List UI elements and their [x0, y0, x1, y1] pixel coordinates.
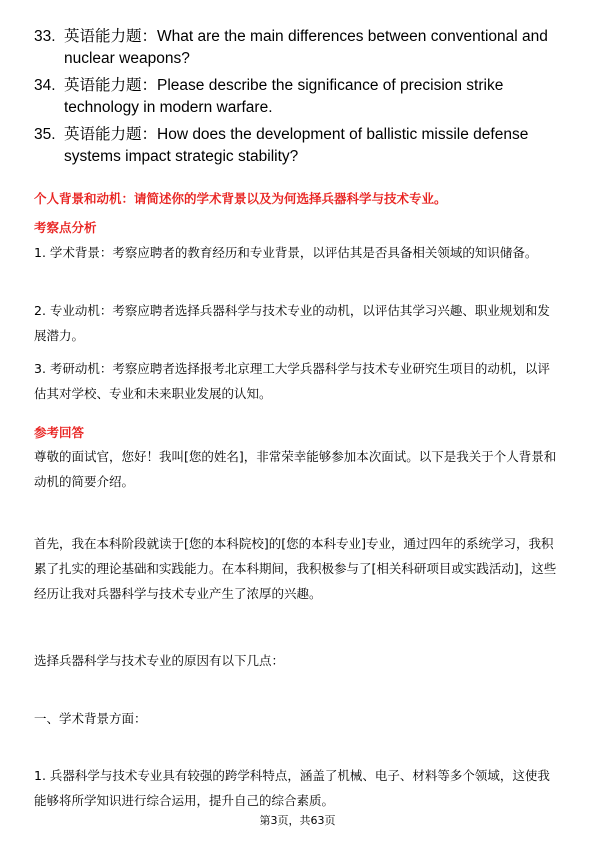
- question-number: 35.: [34, 126, 56, 143]
- answer-title: 参考回答: [34, 425, 85, 440]
- answer-paragraph: 一、学术背景方面：: [34, 711, 147, 726]
- analysis-point: 2. 专业动机：考察应聘者选择兵器科学与技术专业的动机，以评估其学习兴趣、职业规划和发展潜力。: [34, 303, 550, 343]
- analysis-title: 考察点分析: [34, 220, 97, 235]
- answer-paragraph: 首先，我在本科阶段就读于[您的本科院校]的[您的本科专业]专业，通过四年的系统学习，我积累了扎实的理论基础和实践能力。在本科期间，我积极参与了[相关科研项目或实践活动]，这些经历让我对兵器科学与技术专业产生了浓厚的兴趣。: [34, 536, 557, 601]
- answer-paragraph: 尊敬的面试官，您好！我叫[您的姓名]，非常荣幸能够参加本次面试。以下是我关于个人背景和动机的简要介绍。: [34, 449, 557, 489]
- question-item: [34, 26, 564, 70]
- question-item: [34, 124, 564, 168]
- question-number: 33.: [34, 28, 56, 45]
- question-text: 英语能力题：What are the main differences between conventional and nuclear weapons?: [64, 28, 548, 67]
- page-footer: 第3页，共63页: [259, 814, 336, 827]
- answer-paragraph: 选择兵器科学与技术专业的原因有以下几点：: [34, 653, 285, 668]
- question-list: [34, 26, 564, 173]
- analysis-point: 3. 考研动机：考察应聘者选择报考北京理工大学兵器科学与技术专业研究生项目的动机，以评估其对学校、专业和未来职业发展的认知。: [34, 361, 550, 401]
- answer-paragraph: 1. 兵器科学与技术专业具有较强的跨学科特点，涵盖了机械、电子、材料等多个领域，这使我能够将所学知识进行综合运用，提升自己的综合素质。: [34, 768, 550, 808]
- question-number: 34.: [34, 77, 56, 94]
- analysis-point: 1. 学术背景：考察应聘者的教育经历和专业背景，以评估其是否具备相关领域的知识储备。: [34, 245, 538, 260]
- question-text: 英语能力题：Please describe the significance of precision strike technology in modern warfare.: [64, 77, 504, 116]
- question-text: 英语能力题：How does the development of ballistic missile defense systems impact strategic stability?: [64, 126, 529, 165]
- question-item: [34, 75, 564, 119]
- section-heading: 个人背景和动机：请简述你的学术背景以及为何选择兵器科学与技术专业。: [34, 191, 447, 206]
